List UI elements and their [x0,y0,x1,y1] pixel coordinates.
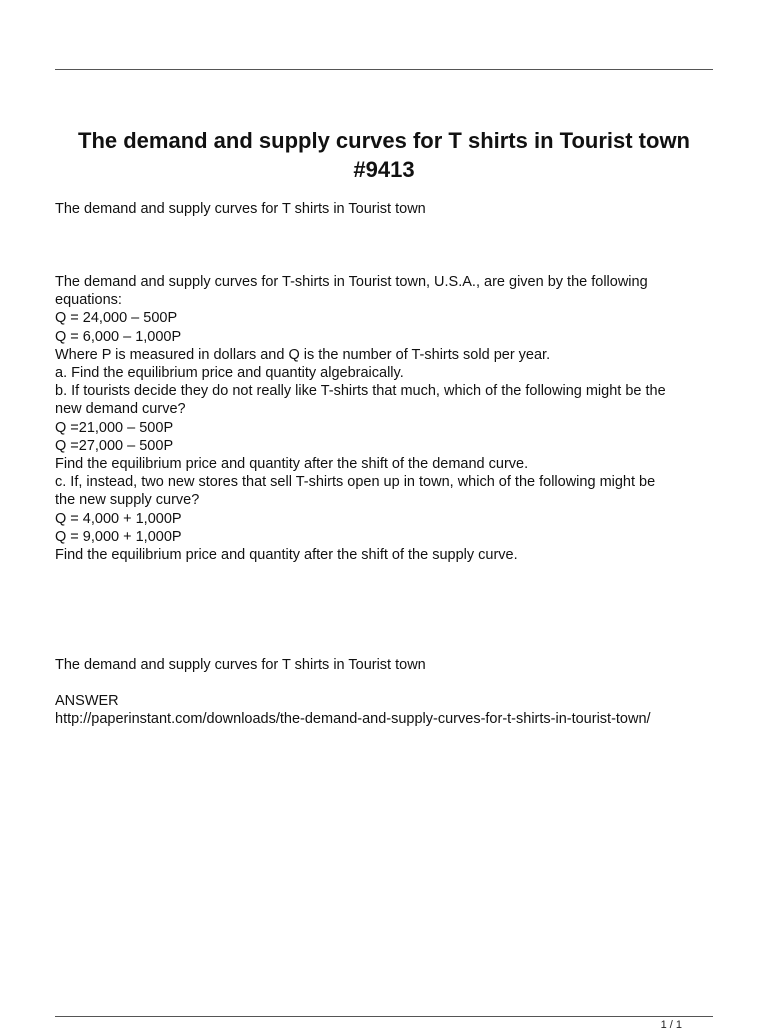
question-c: c. If, instead, two new stores that sell T-shirts open up in town, which of the following might be [55,474,656,491]
document-title: The demand and supply curves for T shirts in Tourist town #9413 [78,128,690,182]
body-line: Where P is measured in dollars and Q is the number of T-shirts sold per year. [55,346,551,363]
footer-divider [55,1016,713,1017]
question-b: b. If tourists decide they do not really like T-shirts that much, which of the following might be the [55,383,666,400]
question-body [55,273,715,564]
answer-link[interactable]: http://paperinstant.com/downloads/the-demand-and-supply-curves-for-t-shirts-in-tourist-town/ [55,711,651,727]
equation-line: Q = 6,000 – 1,000P [55,328,182,345]
body-line: new demand curve? [55,401,186,418]
answer-label: ANSWER [55,693,119,709]
equation-line: Q =27,000 – 500P [55,437,174,454]
page-number: 1 / 1 [660,1019,682,1031]
question-a: a. Find the equilibrium price and quantity algebraically. [55,365,404,382]
body-line: the new supply curve? [55,492,200,509]
document-subtitle: The demand and supply curves for T shirts in Tourist town [55,201,426,217]
body-line: Find the equilibrium price and quantity after the shift of the demand curve. [55,456,529,473]
body-line: equations: [55,292,122,309]
equation-line: Q =21,000 – 500P [55,419,174,436]
equation-line: Q = 4,000 + 1,000P [55,510,182,527]
header-divider [55,69,713,70]
body-line: The demand and supply curves for T-shirts in Tourist town, U.S.A., are given by the following [55,274,648,290]
equation-line: Q = 9,000 + 1,000P [55,528,182,545]
repeated-title: The demand and supply curves for T shirts in Tourist town [55,657,426,673]
equation-line: Q = 24,000 – 500P [55,310,178,327]
body-line: Find the equilibrium price and quantity after the shift of the supply curve. [55,547,518,564]
